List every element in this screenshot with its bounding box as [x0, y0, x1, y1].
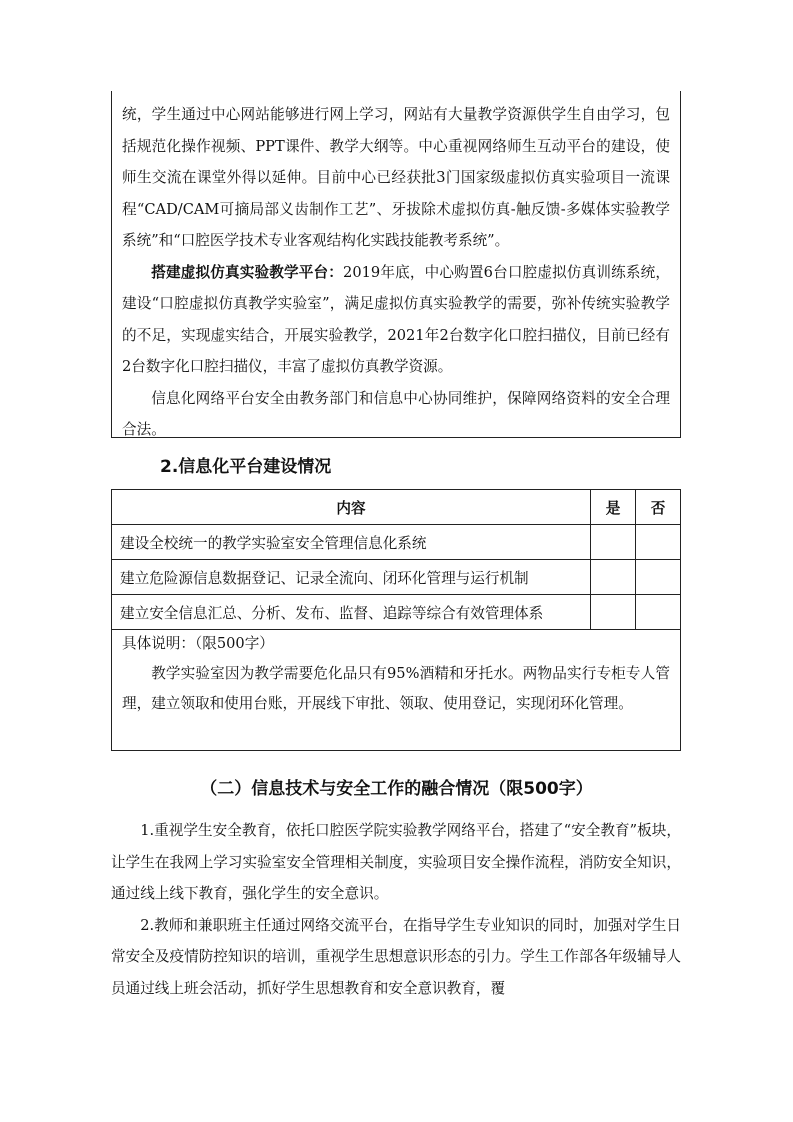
no-cell	[636, 595, 681, 630]
paragraph-teacher-training: 2.教师和兼职班主任通过网络交流平台，在指导学生专业知识的同时，加强对学生日常安全及疫情防控知识的培训，重视学生思想意识形态的引力。学生工作部各年级辅导人员通过线上班会活动，抓好学生思想教育和安全意识教育，覆	[111, 916, 681, 997]
paragraph-virtual-platform	[122, 257, 670, 383]
paragraph-network-security: 信息化网络平台安全由教务部门和信息中心协同维护，保障网络资料的安全合理合法。	[122, 389, 670, 438]
no-cell	[636, 560, 681, 595]
section-heading-platform: 2.信息化平台建设情况	[160, 457, 332, 477]
row-item: 建设全校统一的教学实验室安全管理信息化系统	[112, 525, 591, 560]
yes-cell	[591, 525, 636, 560]
table-header-row	[112, 490, 681, 525]
table-row	[112, 525, 681, 560]
platform-checklist-table	[111, 489, 681, 630]
table-row	[112, 595, 681, 630]
platform-description-box	[111, 91, 681, 438]
paragraph-safety-education: 1.重视学生安全教育，依托口腔医学院实验教学网络平台，搭建了“安全教育”板块，让学生在我网上学习实验室安全管理相关制度，实验项目安全操作流程，消防安全知识，通过线上线下教育，强化学生的安全意识。	[111, 822, 681, 902]
bold-lead: 搭建虚拟仿真实验教学平台：	[151, 263, 344, 281]
no-cell	[636, 525, 681, 560]
header-content: 内容	[112, 490, 591, 525]
section-heading-integration: （二）信息技术与安全工作的融合情况（限500字）	[200, 779, 593, 799]
specific-explanation-box	[111, 629, 681, 751]
note-text: 教学实验室因为教学需要危化品只有95%酒精和牙托水。两物品实行专柜专人管理，建立领取和使用台账，开展线下审批、领取、使用登记，实现闭环化管理。	[122, 665, 670, 712]
row-item: 建立危险源信息数据登记、记录全流向、闭环化管理与运行机制	[112, 560, 591, 595]
header-no: 否	[636, 490, 681, 525]
row-item: 建立安全信息汇总、分析、发布、监督、追踪等综合有效管理体系	[112, 595, 591, 630]
yes-cell	[591, 560, 636, 595]
yes-cell	[591, 595, 636, 630]
integration-body	[111, 815, 681, 1004]
paragraph-text: 2019年底，中心购置6台口腔虚拟仿真训练系统，建设“口腔虚拟仿真教学实验室”，满足虚拟仿真实验教学的需要，弥补传统实验教学的不足，实现虚实结合，开展实验教学，2021年2台数字化口腔扫描仪，目前已经有2台数字化口腔扫描仪，丰富了虚拟仿真教学资源。	[122, 263, 670, 375]
header-yes: 是	[591, 490, 636, 525]
table-row	[112, 560, 681, 595]
paragraph-website: 统，学生通过中心网站能够进行网上学习，网站有大量教学资源供学生自由学习，包括规范化操作视频、PPT课件、教学大纲等。中心重视网络师生互动平台的建设，使师生交流在课堂外得以延伸。目前中心已经获批3门国家级虚拟仿真实验项目一流课程“CAD/CAM可摘局部义齿制作工艺”、牙拔除术虚拟仿真-触反馈-多媒体实验教学系统”和“口腔医学技术专业客观结构化实践技能教考系统”。	[122, 106, 670, 249]
note-label: 具体说明：（限500字）	[122, 635, 274, 652]
